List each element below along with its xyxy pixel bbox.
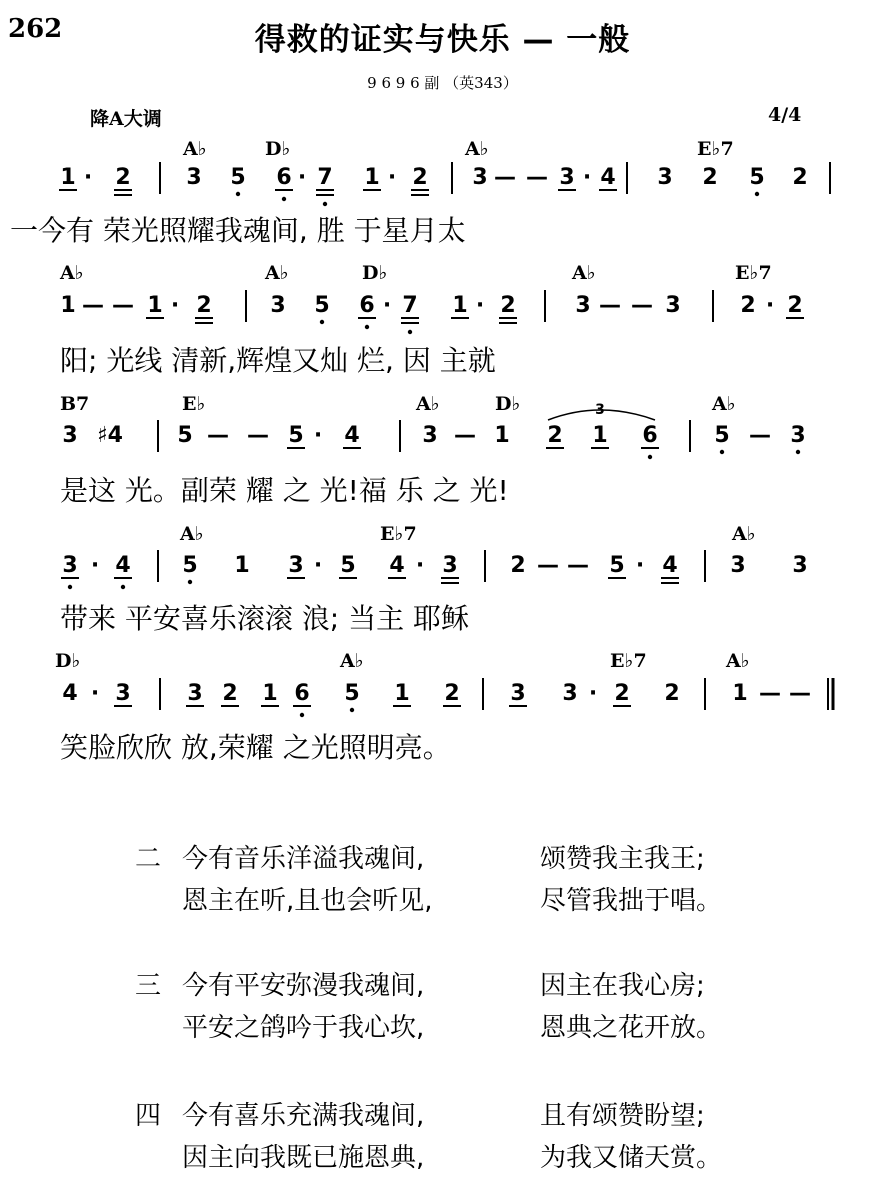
note: ·: [90, 681, 100, 706]
verse-line: 今有平安弥漫我魂间,: [182, 971, 425, 1001]
note: 3: [575, 293, 591, 318]
lyric-line: 一今有 荣光照耀我魂间, 胜 于星月太: [10, 214, 466, 247]
note: —: [207, 423, 229, 448]
chord-symbol: E♭7: [610, 650, 647, 672]
note: —: [789, 681, 811, 706]
note: ·: [588, 681, 598, 706]
note: ♯4: [97, 423, 123, 448]
note: 2: [664, 681, 680, 706]
note: —: [112, 293, 134, 318]
chord-symbol: A♭: [265, 262, 289, 284]
note: 1: [732, 681, 748, 706]
note: 2: [196, 293, 212, 318]
note: 4: [662, 553, 678, 578]
time-signature: 4/4: [768, 104, 802, 126]
note: —: [247, 423, 269, 448]
note: 1: [494, 423, 510, 448]
low-octave-dot: [365, 325, 369, 329]
system-5: [55, 650, 833, 764]
note: 6: [294, 681, 310, 706]
low-octave-dot: [121, 585, 125, 589]
system-2: [59, 262, 804, 377]
note: 6: [642, 423, 658, 448]
low-octave-dot: [282, 197, 286, 201]
low-octave-dot: [796, 450, 800, 454]
note: —: [494, 165, 516, 190]
note: 3: [115, 681, 131, 706]
low-octave-dot: [323, 202, 327, 206]
chord-symbol: A♭: [183, 138, 207, 160]
chord-symbol: A♭: [465, 138, 489, 160]
note: —: [526, 165, 548, 190]
verse-line: 且有颂赞盼望;: [540, 1101, 705, 1131]
note: 1: [262, 681, 278, 706]
note: 3: [730, 553, 746, 578]
note: —: [82, 293, 104, 318]
note: 1: [147, 293, 163, 318]
note: 3: [422, 423, 438, 448]
note: 3: [792, 553, 808, 578]
svg-text:3: 3: [595, 402, 605, 418]
note: 4: [115, 553, 131, 578]
verse-number: 三: [135, 971, 162, 1001]
note: ·: [297, 165, 307, 190]
verse-number: 二: [135, 844, 162, 874]
verse-line: 恩典之花开放。: [540, 1013, 723, 1043]
chord-symbol: E♭7: [697, 138, 734, 160]
note: ·: [83, 165, 93, 190]
note: 3: [187, 681, 203, 706]
chord-symbol: A♭: [712, 393, 736, 415]
low-octave-dot: [408, 330, 412, 334]
note: ·: [765, 293, 775, 318]
note: 4: [600, 165, 616, 190]
note: 5: [288, 423, 304, 448]
note: 2: [500, 293, 516, 318]
note: 4: [344, 423, 360, 448]
note: 2: [115, 165, 131, 190]
low-octave-dot: [648, 455, 652, 459]
chord-symbol: A♭: [416, 393, 440, 415]
note: ·: [90, 553, 100, 578]
note: 2: [787, 293, 803, 318]
note: 2: [412, 165, 428, 190]
note: ·: [635, 553, 645, 578]
note: 4: [62, 681, 78, 706]
meter-line: 9 6 9 6 副 （英343）: [367, 74, 518, 92]
system-4: [60, 523, 808, 635]
chord-symbol: E♭: [182, 393, 206, 415]
note: —: [537, 553, 559, 578]
note: ·: [313, 553, 323, 578]
note: 3: [288, 553, 304, 578]
verse-line: 今有音乐洋溢我魂间,: [182, 844, 425, 874]
note: 5: [344, 681, 360, 706]
note: 1: [592, 423, 608, 448]
chord-symbol: E♭7: [380, 523, 417, 545]
note: 3: [186, 165, 202, 190]
note: 1: [394, 681, 410, 706]
low-octave-dot: [350, 708, 354, 712]
note: ·: [475, 293, 485, 318]
chord-symbol: D♭: [495, 393, 521, 415]
verse-line: 今有喜乐充满我魂间,: [182, 1101, 425, 1131]
note: 5: [314, 293, 330, 318]
note: 3: [790, 423, 806, 448]
note: 7: [317, 165, 333, 190]
note: 1: [452, 293, 468, 318]
system-1: [10, 138, 830, 247]
note: 2: [222, 681, 238, 706]
note: —: [599, 293, 621, 318]
note: 5: [340, 553, 356, 578]
key-signature: 降A大调: [90, 108, 162, 130]
note: —: [749, 423, 771, 448]
note: 3: [562, 681, 578, 706]
lyric-line: 带来 平安喜乐滚滚 浪; 当主 耶稣: [60, 602, 470, 635]
note: 3: [665, 293, 681, 318]
verse-line: 为我又储天赏。: [540, 1143, 723, 1173]
note: 1: [60, 293, 76, 318]
note: —: [567, 553, 589, 578]
note: 2: [792, 165, 808, 190]
chord-symbol: D♭: [55, 650, 81, 672]
verse-line: 因主向我既已施恩典,: [182, 1143, 425, 1173]
note: 3: [657, 165, 673, 190]
verse-line: 颂赞我主我王;: [540, 844, 705, 874]
note: 6: [359, 293, 375, 318]
note: 4: [389, 553, 405, 578]
note: 1: [364, 165, 380, 190]
verse-line: 因主在我心房;: [540, 971, 705, 1001]
triplet-bracket: [548, 402, 655, 420]
note: 3: [472, 165, 488, 190]
low-octave-dot: [755, 192, 759, 196]
note: ·: [382, 293, 392, 318]
chord-symbol: A♭: [732, 523, 756, 545]
low-octave-dot: [68, 585, 72, 589]
chord-symbol: A♭: [180, 523, 204, 545]
verse-number: 四: [135, 1101, 162, 1131]
note: 5: [714, 423, 730, 448]
hymn-number: 262: [8, 14, 63, 44]
note: ·: [387, 165, 397, 190]
note: 1: [60, 165, 76, 190]
note: 6: [276, 165, 292, 190]
chord-symbol: A♭: [340, 650, 364, 672]
verse-line: 恩主在听,且也会听见,: [182, 886, 433, 916]
note: 3: [270, 293, 286, 318]
chord-symbol: D♭: [362, 262, 388, 284]
note: ·: [582, 165, 592, 190]
note: 3: [442, 553, 458, 578]
note: 5: [182, 553, 198, 578]
note: 2: [740, 293, 756, 318]
note: 2: [510, 553, 526, 578]
note: 5: [177, 423, 193, 448]
hymn-title: 得救的证实与快乐 — 一般: [254, 22, 631, 58]
chord-symbol: A♭: [726, 650, 750, 672]
note: ·: [170, 293, 180, 318]
low-octave-dot: [720, 450, 724, 454]
verse-line: 尽管我拙于唱。: [540, 886, 723, 916]
note: —: [454, 423, 476, 448]
system-3: [60, 393, 806, 507]
low-octave-dot: [236, 192, 240, 196]
note: ·: [415, 553, 425, 578]
note: —: [759, 681, 781, 706]
note: 5: [609, 553, 625, 578]
note: 2: [444, 681, 460, 706]
note: 7: [402, 293, 418, 318]
low-octave-dot: [300, 713, 304, 717]
chord-symbol: E♭7: [735, 262, 772, 284]
note: 3: [62, 423, 78, 448]
verse-line: 平安之鸽吟于我心坎,: [182, 1013, 425, 1043]
note: 2: [702, 165, 718, 190]
note: —: [631, 293, 653, 318]
chord-symbol: D♭: [265, 138, 291, 160]
low-octave-dot: [188, 580, 192, 584]
lyric-line: 笑脸欣欣 放,荣耀 之光照明亮。: [60, 731, 451, 764]
note: ·: [313, 423, 323, 448]
note: 3: [559, 165, 575, 190]
chord-symbol: A♭: [572, 262, 596, 284]
lyric-line: 是这 光。副荣 耀 之 光!福 乐 之 光!: [60, 474, 509, 507]
note: 1: [234, 553, 250, 578]
note: 3: [510, 681, 526, 706]
chord-symbol: B7: [60, 393, 90, 415]
note: 5: [230, 165, 246, 190]
note: 3: [62, 553, 78, 578]
note: 2: [614, 681, 630, 706]
chord-symbol: A♭: [60, 262, 84, 284]
note: 5: [749, 165, 765, 190]
low-octave-dot: [320, 320, 324, 324]
note: 2: [547, 423, 563, 448]
lyric-line: 阳; 光线 清新,辉煌又灿 烂, 因 主就: [60, 344, 496, 377]
